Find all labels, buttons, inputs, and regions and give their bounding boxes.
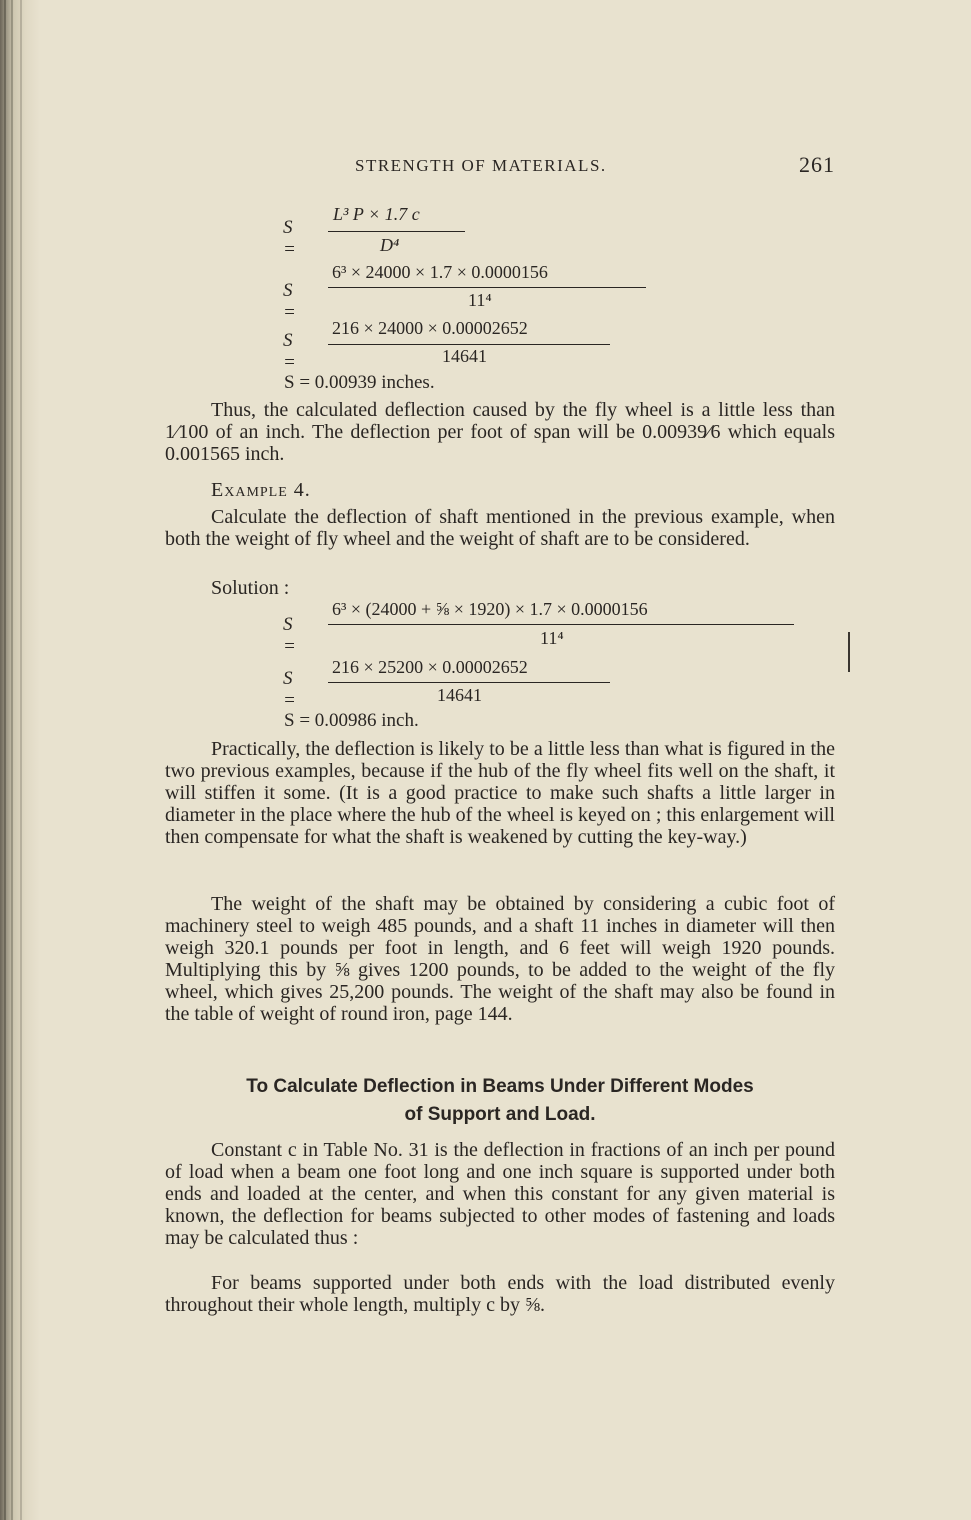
fraction-bar xyxy=(328,287,646,288)
equation-lhs: S = xyxy=(283,614,296,657)
equation-result: S = 0.00939 inches. xyxy=(284,372,435,393)
equation-numerator: L³ P × 1.7 c xyxy=(333,204,420,224)
equation-denominator: 11⁴ xyxy=(468,290,492,310)
solution-label: Solution : xyxy=(211,577,290,599)
running-header xyxy=(165,152,835,180)
section-heading xyxy=(150,1073,850,1129)
equation-lhs: S = xyxy=(283,330,296,373)
margin-mark xyxy=(848,632,850,672)
heading-line-2: of Support and Load. xyxy=(404,1104,596,1125)
equation-denominator: 14641 xyxy=(437,685,482,705)
equation-denominator: D⁴ xyxy=(380,235,400,255)
equation-numerator: 6³ × (24000 + ⅝ × 1920) × 1.7 × 0.0000156 xyxy=(332,599,648,619)
fraction-bar xyxy=(328,624,794,625)
paragraph-beams: For beams supported under both ends with the load distributed evenly throughout their whole length, multiply c by ⅝. xyxy=(165,1272,835,1317)
equation-numerator: 6³ × 24000 × 1.7 × 0.0000156 xyxy=(332,262,548,282)
fraction-bar xyxy=(328,344,610,345)
page-number: 261 xyxy=(799,152,835,177)
fraction-bar xyxy=(328,682,610,683)
equation-numerator: 216 × 24000 × 0.00002652 xyxy=(332,318,528,338)
paragraph-constant: Constant c in Table No. 31 is the deflection in fractions of an inch per pound of load when a beam one foot long and one inch square is supported under both ends and loaded at the center, and when this constant for any given material is known, the deflection for beams subjected to other modes of fastening and loads may be calculated thus : xyxy=(165,1139,835,1250)
equation-lhs: S = xyxy=(283,280,296,323)
example-label: Example 4. xyxy=(211,479,311,501)
running-title: STRENGTH OF MATERIALS. xyxy=(355,156,607,175)
paragraph-shaft-weight: The weight of the shaft may be obtained by considering a cubic foot of machinery steel to weigh 485 pounds, and a shaft 11 inches in diameter will then weigh 320.1 pounds per foot in length, and 6 feet will weigh 1920 pounds. Multiplying this by ⅝ gives 1200 pounds, to be added to the weight of the fly wheel, which gives 25,200 pounds. The weight of the shaft may also be found in the table of weight of round iron, page 144. xyxy=(165,893,835,1026)
heading-line-1: To Calculate Deflection in Beams Under Different Modes xyxy=(246,1076,754,1097)
paragraph-example: Calculate the deflection of shaft mentioned in the previous example, when both the weight of fly wheel and the weight of shaft are to be considered. xyxy=(165,506,835,551)
equation-lhs: S = xyxy=(283,668,296,711)
equation-numerator: 216 × 25200 × 0.00002652 xyxy=(332,657,528,677)
equation-denominator: 11⁴ xyxy=(540,628,564,648)
paragraph-thus: Thus, the calculated deflection caused by the fly wheel is a little less than 1⁄100 of an inch. The deflection per foot of span will be 0.00939⁄6 which equals 0.001565 inch. xyxy=(165,399,835,466)
paragraph-practically: Practically, the deflection is likely to be a little less than what is figured in the two previous examples, because if the hub of the fly wheel fits well on the shaft, it will stiffen it some. (It is a good practice to make such shafts a little larger in diameter in the place where the hub of the wheel is keyed on ; this enlargement will then compensate for what the shaft is weakened by cutting the key-way.) xyxy=(165,738,835,849)
equation-lhs: S = xyxy=(283,217,296,260)
equation-result: S = 0.00986 inch. xyxy=(284,710,419,731)
equation-denominator: 14641 xyxy=(442,346,487,366)
fraction-bar xyxy=(328,231,465,232)
